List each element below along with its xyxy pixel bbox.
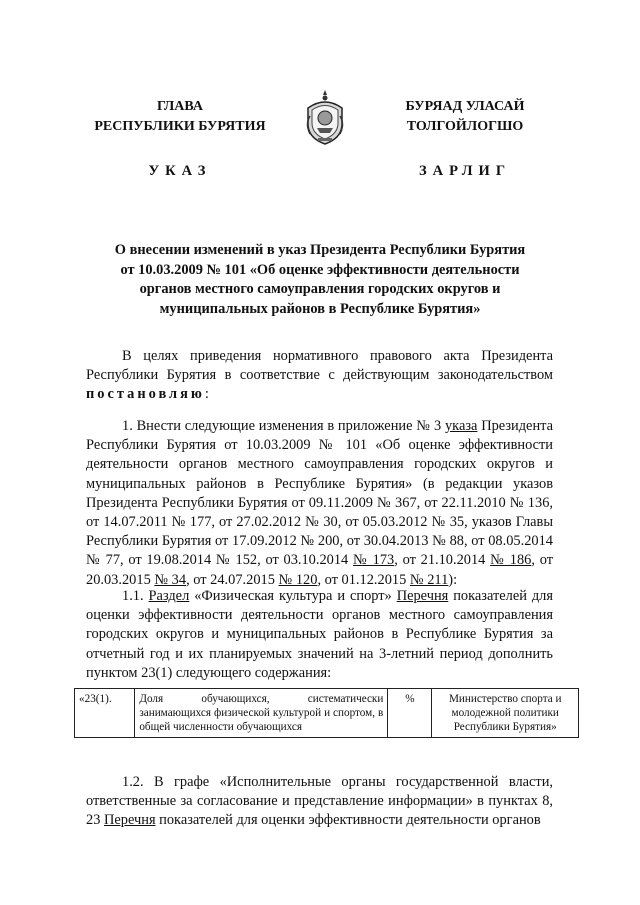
table-cell-unit: % — [388, 689, 432, 738]
title-line: от 10.03.2009 № 101 «Об оценке эффективности деятельности — [120, 261, 520, 278]
header-left — [86, 97, 274, 181]
link-decree-211[interactable]: № 211 — [409, 571, 449, 588]
preamble-tail: : — [204, 386, 209, 403]
link-ukaz[interactable]: указа — [444, 418, 478, 434]
table-cell-number: «23(1). — [75, 689, 135, 738]
preamble-text: В целях приведения нормативного правового акта Президента Республики Бурятия в соответствие с действующим законодательством — [86, 348, 553, 384]
link-decree-173[interactable]: № 173 — [353, 552, 395, 569]
item-1-text: , от 01.12.2015 — [317, 571, 410, 588]
item-1-text: 1. Внести следующие изменения в приложение № 3 — [122, 418, 445, 434]
preamble-paragraph — [86, 347, 553, 405]
coat-of-arms-emblem-icon — [300, 88, 350, 146]
link-razdel[interactable]: Раздел — [148, 588, 190, 604]
header-right-decree: ЗАРЛИГ — [418, 163, 512, 179]
table-row — [75, 689, 579, 738]
item-1-1-paragraph — [86, 587, 553, 683]
item-1-text: , от 21.10.2014 — [394, 552, 491, 569]
indicator-table — [74, 688, 579, 738]
item-1-1-text: 1.1. — [122, 588, 149, 604]
header-right-line1: БУРЯАД УЛАСАЙ — [405, 99, 525, 114]
item-1-text: ): — [448, 571, 458, 588]
title-line: органов местного самоуправления городских округов и — [139, 281, 501, 297]
title-line: О внесении изменений в указ Президента Республики Бурятия — [114, 242, 526, 258]
header-right — [376, 97, 554, 181]
header-right-line2: ТОЛГОЙЛОГШО — [406, 119, 524, 134]
item-1-1-text: показателей для оценки эффективности деятельности органов местного самоуправления городских округов и муниципальных районов в Республике Бурятия за отчетный год и их планируемых значений на 3-летний период дополнить пунктом 23(1) следующего содержания: — [86, 588, 553, 681]
header-left-line2: РЕСПУБЛИКИ БУРЯТИЯ — [94, 119, 266, 134]
header-left-line1: ГЛАВА — [157, 99, 203, 114]
link-decree-120[interactable]: № 120 — [278, 571, 318, 588]
item-1-2-paragraph — [86, 773, 553, 831]
decree-word: постановляю — [86, 386, 205, 403]
decree-title — [90, 241, 550, 319]
item-1-text: Президента Республики Бурятия от 10.03.2009 № 101 «Об оценке эффективности деятельности органов местного самоуправления городских округов и муниципальных районов в Республике Бурятия» (в редакции указов Президента Республики Бурятия от 09.11.2009 № 367, от 22.11.2010 № 136, от 14.07.2011 № 177, от 27.02.2012 № 30, от 05.03.2012 № 35, указов Главы Республики Бурятия от 17.09.2012 № 200, от 30.04.2013 № 88, от 08.05.2014 № 77, от 19.08.2014 № 152, от 03.10.2014 — [86, 418, 553, 569]
item-1-text: , от 24.07.2015 — [186, 571, 279, 588]
item-1-paragraph — [86, 417, 553, 590]
link-perechen-2[interactable]: Перечня — [104, 812, 156, 829]
link-perechen[interactable]: Перечня — [396, 588, 449, 604]
item-1-1-text: «Физическая культура и спорт» — [189, 588, 397, 604]
item-1-2-text: 1.2. В графе «Исполнительные органы государственной власти, ответственные за согласование и представление информации» в пунктах 8, 23 — [86, 774, 553, 829]
link-decree-34[interactable]: № 34 — [154, 571, 187, 588]
header-left-decree: УКАЗ — [148, 163, 212, 179]
table-cell-responsible: Министерство спорта и молодежной политики Республики Бурятия» — [432, 689, 579, 738]
item-1-2-text: показателей для оценки эффективности деятельности органов — [155, 812, 541, 829]
link-decree-186[interactable]: № 186 — [490, 552, 532, 569]
item-1-text: , от 20.03.2015 — [86, 552, 553, 588]
table-cell-indicator: Доля обучающихся, систематически занимающихся физической культурой и спортом, в общей численности обучающихся — [135, 689, 388, 738]
title-line: муниципальных районов в Республике Бурятия» — [159, 300, 481, 317]
